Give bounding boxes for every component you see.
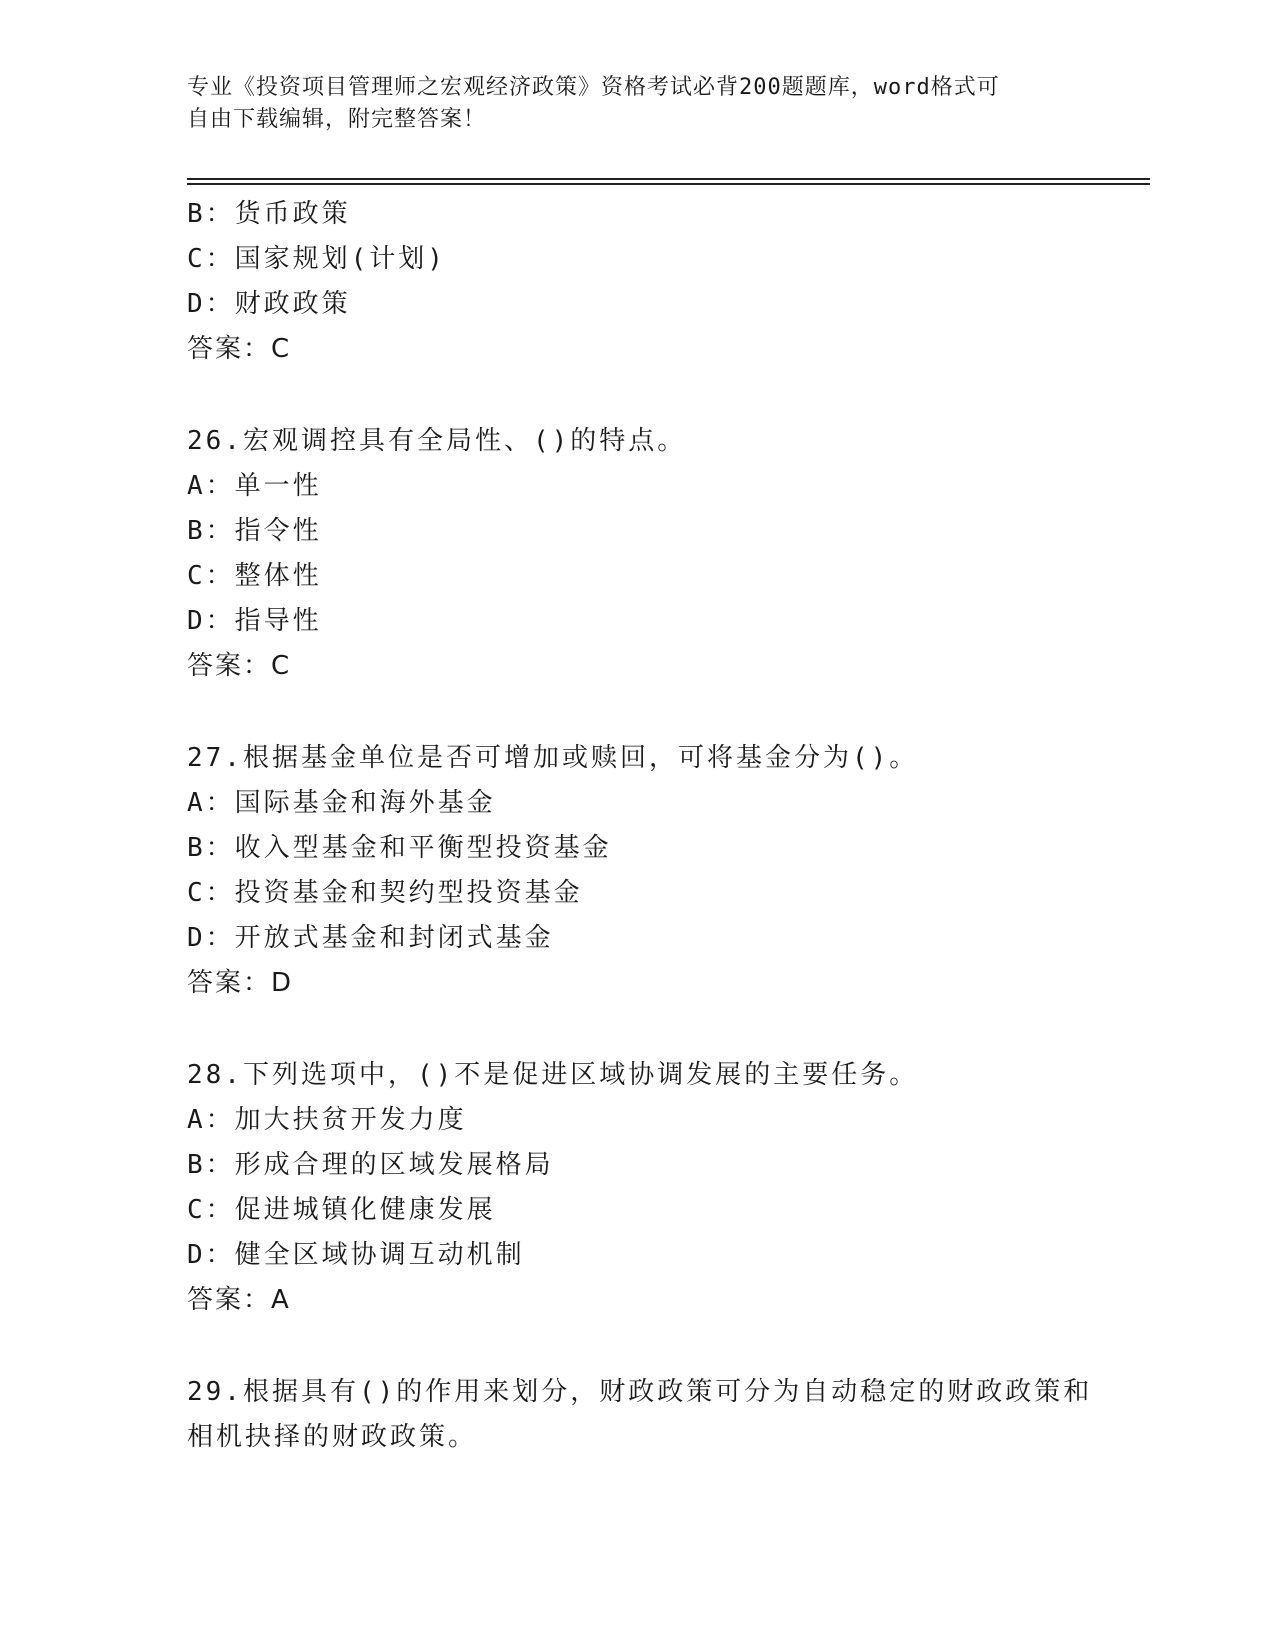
option-b: B：收入型基金和平衡型投资基金: [187, 833, 612, 863]
option-c: C：整体性: [187, 561, 322, 591]
option-a: A：加大扶贫开发力度: [187, 1105, 467, 1135]
header-rule-top: [187, 178, 1150, 180]
header-rule-bottom: [187, 183, 1150, 185]
option-c: C：国家规划(计划): [187, 244, 446, 274]
question-list: [187, 192, 1093, 1460]
question-text: 27.根据基金单位是否可增加或赎回，可将基金分为()。: [187, 743, 919, 773]
option-d: D：健全区域协调互动机制: [187, 1240, 525, 1270]
option-a: A：国际基金和海外基金: [187, 788, 496, 818]
option-c: C：投资基金和契约型投资基金: [187, 878, 583, 908]
option-d: D：开放式基金和封闭式基金: [187, 923, 554, 953]
question-text: 28.下列选项中，()不是促进区域协调发展的主要任务。: [187, 1060, 919, 1090]
question-text-line-1: 29.根据具有()的作用来划分，财政政策可分为自动稳定的财政政策和: [187, 1377, 1093, 1407]
option-b: B：货币政策: [187, 199, 351, 229]
document-header: [187, 72, 1067, 136]
answer: 答案：C: [187, 651, 292, 681]
header-line-1: 专业《投资项目管理师之宏观经济政策》资格考试必背200题题库，word格式可: [187, 75, 1000, 100]
question-26: [187, 419, 1087, 689]
option-d: D：财政政策: [187, 289, 351, 319]
question-25: [187, 192, 1087, 372]
question-28: [187, 1053, 1087, 1323]
option-b: B：指令性: [187, 516, 322, 546]
answer: 答案：D: [187, 968, 294, 998]
answer: 答案：A: [187, 1285, 291, 1315]
question-29: [187, 1370, 1093, 1460]
option-c: C：促进城镇化健康发展: [187, 1195, 496, 1225]
question-text: 26.宏观调控具有全局性、()的特点。: [187, 426, 687, 456]
header-line-2: 自由下载编辑，附完整答案！: [187, 107, 487, 132]
question-27: [187, 736, 1087, 1006]
question-text-line-2: 相机抉择的财政政策。: [187, 1422, 478, 1452]
option-a: A：单一性: [187, 471, 322, 501]
option-b: B：形成合理的区域发展格局: [187, 1150, 554, 1180]
answer: 答案：C: [187, 334, 292, 364]
option-d: D：指导性: [187, 606, 322, 636]
